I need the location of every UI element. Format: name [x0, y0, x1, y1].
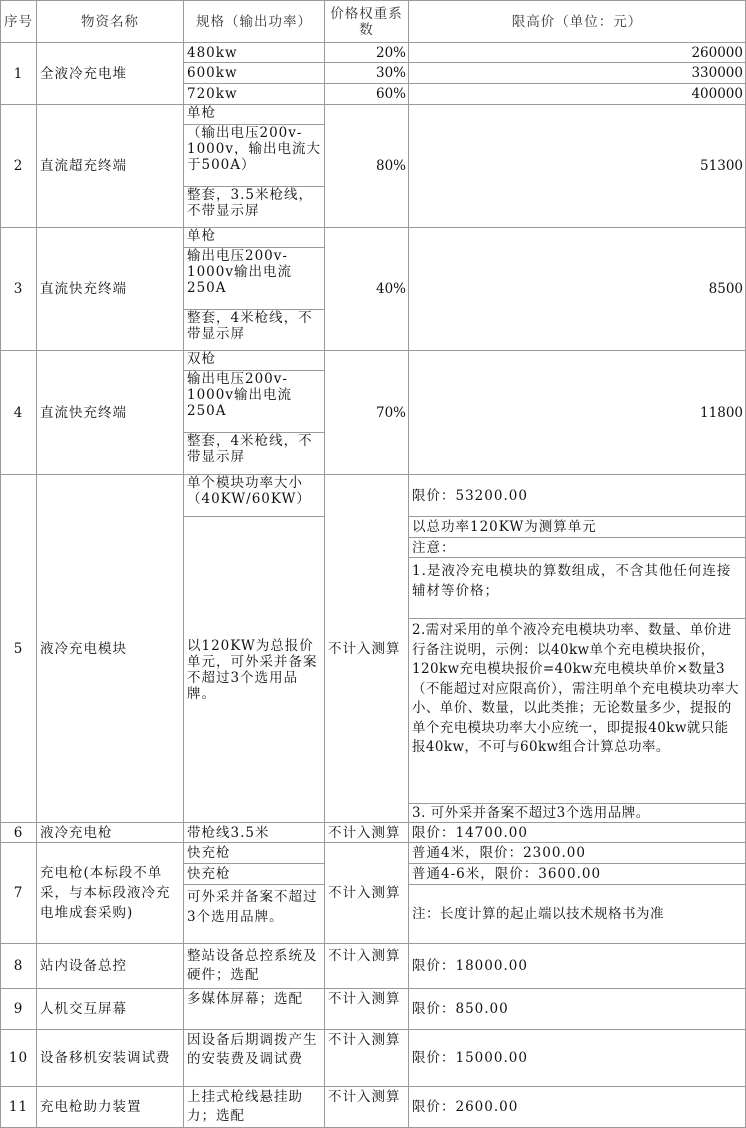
- row10-index: 10: [0, 1029, 37, 1087]
- header-index: 序号: [0, 0, 37, 43]
- row11-index: 11: [0, 1086, 37, 1128]
- row1-index: 1: [0, 42, 37, 105]
- row8-spec: 整站设备总控系统及硬件；选配: [183, 943, 325, 989]
- row1-price-1: 260000: [408, 42, 746, 63]
- row11-note: 限价：2600.00: [408, 1086, 746, 1128]
- header-name: 物资名称: [36, 0, 184, 43]
- row1-weight-2: 30%: [324, 62, 409, 84]
- row6-note: 限价：14700.00: [408, 822, 746, 843]
- row2-name: 直流超充终端: [36, 104, 184, 228]
- row3-weight: 40%: [324, 227, 409, 351]
- row1-spec-1: 480kw: [183, 42, 325, 63]
- row9-note: 限价：850.00: [408, 988, 746, 1030]
- row1-price-3: 400000: [408, 83, 746, 105]
- row5-index: 5: [0, 474, 37, 823]
- row9-spec: 多媒体屏幕；选配: [183, 988, 325, 1030]
- row1-weight-1: 20%: [324, 42, 409, 63]
- row3-spec-3: 整套，4米枪线，不带显示屏: [183, 309, 325, 351]
- row4-index: 4: [0, 350, 37, 475]
- row5-note-1: 限价：53200.00: [408, 474, 746, 517]
- row10-name: 设备移机安装调试费: [36, 1029, 184, 1087]
- row6-name: 液冷充电枪: [36, 822, 184, 843]
- header-weight: 价格权重系数: [324, 0, 409, 43]
- row5-note-6: 3. 可外采并备案不超过3个选用品牌。: [408, 803, 746, 823]
- row3-price: 8500: [408, 227, 746, 351]
- row5-note-2: 以总功率120KW为测算单元: [408, 516, 746, 538]
- row5-note-5: 2.需对采用的单个液冷充电模块功率、数量、单价进行备注说明，示例：以40kw单个充电模块报价，120kw充电模块报价=40kw充电模块单价×数量3（不能超过对应限高价），需注明单个充电模块功率大小、单价、数量，以此类推；无论数量多少，提报的单个充电模块功率大小应统一，即提报40kw就只能报40kw，不可与60kw组合计算总功率。: [408, 618, 746, 804]
- row10-weight: 不计入测算: [324, 1029, 409, 1087]
- row8-name: 站内设备总控: [36, 943, 184, 989]
- row5-spec-1: 单个模块功率大小（40KW/60KW）: [183, 474, 325, 517]
- row3-name: 直流快充终端: [36, 227, 184, 351]
- row9-index: 9: [0, 988, 37, 1030]
- row5-note-3: 注意：: [408, 537, 746, 558]
- row5-spec-2: 以120KW为总报价单元，可外采并备案不超过3个选用品牌。: [183, 516, 325, 823]
- row4-weight: 70%: [324, 350, 409, 475]
- row11-weight: 不计入测算: [324, 1086, 409, 1128]
- row8-note: 限价：18000.00: [408, 943, 746, 989]
- row3-spec-1: 单枪: [183, 227, 325, 248]
- row6-weight: 不计入测算: [324, 822, 409, 843]
- row1-price-2: 330000: [408, 62, 746, 84]
- row8-weight: 不计入测算: [324, 943, 409, 989]
- row4-spec-3: 整套，4米枪线，不带显示屏: [183, 432, 325, 475]
- row1-weight-3: 60%: [324, 83, 409, 105]
- row2-spec-2: （输出电压200v-1000v，输出电流大于500A）: [183, 124, 325, 187]
- row2-price: 51300: [408, 104, 746, 228]
- row11-spec: 上挂式枪线悬挂助力；选配: [183, 1086, 325, 1128]
- row4-price: 11800: [408, 350, 746, 475]
- row6-index: 6: [0, 822, 37, 843]
- row4-spec-2: 输出电压200v-1000v输出电流250A: [183, 370, 325, 433]
- row7-note-1: 普通4米，限价：2300.00: [408, 842, 746, 864]
- row7-spec-3: 可外采并备案不超过3个选用品牌。: [183, 884, 325, 944]
- row7-spec-2: 快充枪: [183, 863, 325, 885]
- row3-spec-2: 输出电压200v-1000v输出电流250A: [183, 247, 325, 310]
- row10-note: 限价：15000.00: [408, 1029, 746, 1087]
- row5-name: 液冷充电模块: [36, 474, 184, 823]
- row2-weight: 80%: [324, 104, 409, 228]
- header-spec: 规格（输出功率）: [183, 0, 325, 43]
- row2-spec-3: 整套，3.5米枪线，不带显示屏: [183, 186, 325, 228]
- row7-spec-1: 快充枪: [183, 842, 325, 864]
- row4-name: 直流快充终端: [36, 350, 184, 475]
- row9-name: 人机交互屏幕: [36, 988, 184, 1030]
- row11-name: 充电枪助力装置: [36, 1086, 184, 1128]
- row1-spec-3: 720kw: [183, 83, 325, 105]
- row2-spec-1: 单枪: [183, 104, 325, 125]
- row10-spec: 因设备后期调拨产生的安装费及调试费: [183, 1029, 325, 1087]
- row8-index: 8: [0, 943, 37, 989]
- row7-name: 充电枪(本标段不单采，与本标段液冷充电堆成套采购): [36, 842, 184, 944]
- row7-note-3: 注：长度计算的起止端以技术规格书为准: [408, 884, 746, 944]
- row7-weight: 不计入测算: [324, 842, 409, 944]
- header-price: 限高价（单位：元）: [408, 0, 746, 43]
- row3-index: 3: [0, 227, 37, 351]
- row7-note-2: 普通4-6米，限价：3600.00: [408, 863, 746, 885]
- row6-spec: 带枪线3.5米: [183, 822, 325, 843]
- row1-spec-2: 600kw: [183, 62, 325, 84]
- row4-spec-1: 双枪: [183, 350, 325, 371]
- row5-note-4: 1.是液冷充电模块的算数组成，不含其他任何连接辅材等价格；: [408, 557, 746, 619]
- row2-index: 2: [0, 104, 37, 228]
- row7-index: 7: [0, 842, 37, 944]
- row5-weight: 不计入测算: [324, 474, 409, 823]
- row9-weight: 不计入测算: [324, 988, 409, 1030]
- row1-name: 全液冷充电堆: [36, 42, 184, 105]
